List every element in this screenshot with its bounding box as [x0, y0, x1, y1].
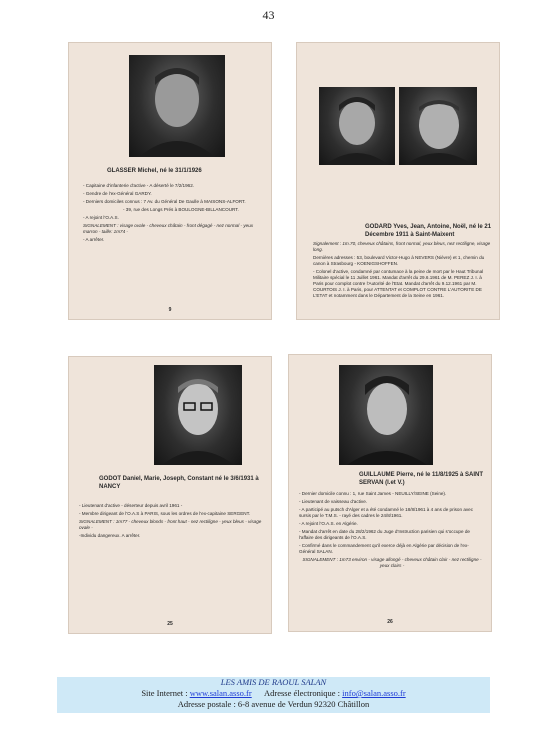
- portrait-photo-guillaume: [339, 365, 433, 465]
- person-name: GODARD Yves, Jean, Antoine, Noël, né le 21 Décembre 1911 à Saint-Maixent: [365, 224, 492, 238]
- instruction: -Individu dangereux. A arrêter.: [79, 533, 141, 538]
- detail-line: - 39, rue des Longs Prés à BOULOGNE-BILLANCOURT.: [123, 207, 239, 212]
- footer: [57, 677, 490, 713]
- card-godard: [296, 42, 500, 320]
- card-godot: [68, 356, 272, 634]
- organization-name: LES AMIS DE RAOUL SALAN: [220, 677, 327, 687]
- portrait-image: [399, 87, 477, 165]
- detail-line: - Membre dirigeant de l'O.A.S à PARIS, sous les ordres de l'ex-capitaine SERGENT.: [79, 511, 251, 516]
- detail-line: - Confirmé dans le commandement qu'il exerce déjà en Algérie par décision de l'ex-Général SALAN.: [299, 543, 469, 554]
- signalement: SIGNALEMENT : visage ovale - cheveux châtain - front dégagé - nez normal - yeux marron - taille: 1m74 -: [83, 223, 254, 234]
- signalement: Signalement : 1m.70, cheveux châtains, front normal, yeux bleus, nez rectiligne, visage long.: [313, 241, 491, 252]
- detail-line: - Dernier domicile connu : 1, rue Saint James - NEUILLY/SEINE (Seine).: [299, 491, 447, 496]
- email-label: Adresse électronique :: [264, 688, 343, 698]
- detail-line: - Capitaine d'infanterie d'active - A déserté le 7/2/1962.: [83, 183, 195, 188]
- detail-line: Dernières adresses : 53, boulevard Victor-Hugo à NEVERS (Nièvre) et 1, chemin du canon à Strasbourg - KOENIGSHOFFEN.: [313, 255, 485, 266]
- detail-line: - Lieutenant de vaisseau d'active.: [299, 499, 368, 504]
- person-name: GUILLAUME Pierre, né le 11/8/1925 à SAINT SERVAN (I.et V.): [359, 472, 484, 486]
- person-details: [79, 503, 265, 541]
- person-details: [83, 183, 263, 245]
- detail-line: - Mandat d'arrêt en date du 28/2/1962 du Juge d'Instruction parisien qui s'occupe de l'affaire des dirigeants de l'O.A.S.: [299, 529, 470, 540]
- detail-line: - Colonel d'active, condamné par contumace à la peine de mort par le Haut Tribunal Militaire spécial le 11 Juillet 1961. Mandat d'arrêt du 29.6.1961 de M. PEREZ J. I. à Paris pour complot contre l'Autorité de l'Etat. Mandat d'arrêt du 9.12.1961 par M. COURTOIS J. I. à Paris, pour ATTENTAT et COMPLOT CONTRE L'AUTORITE DE L'ETAT et notamment dans le Département de la Seine en 1961.: [313, 269, 484, 298]
- person-details: [313, 241, 491, 301]
- portrait-image: [129, 55, 225, 157]
- person-name: GLASSER Michel, né le 31/1/1926: [107, 168, 202, 174]
- portrait-photo-godard-left: [319, 87, 395, 165]
- card-guillaume: [288, 354, 492, 632]
- portrait-photo-glasser: [129, 55, 225, 157]
- email-link[interactable]: info@salan.asso.fr: [342, 688, 406, 698]
- portrait-image: [339, 365, 433, 465]
- detail-line: - A participé au putsch d'Alger et a été condamné le 18/8/1961 à 4 ans de prison avec sursis par le T.M.S. - rayé des cadres le 24/8/1961.: [299, 507, 474, 518]
- website-link[interactable]: www.salan.asso.fr: [189, 688, 252, 698]
- page-number: 43: [262, 8, 275, 22]
- detail-line: - A rejoint l'O.A.S. en Algérie.: [299, 521, 358, 526]
- detail-line: - Derniers domiciles connus : 7 Av. du Général De Gaulle à MAISONS-ALFORT.: [83, 199, 246, 204]
- portrait-photo-godard-right: [399, 87, 477, 165]
- card-glasser: [68, 42, 272, 320]
- detail-line: - Lieutenant d'active - déserteur depuis avril 1961 -: [79, 503, 183, 508]
- card-number: 9: [168, 307, 172, 313]
- signalement: SIGNALEMENT : 1m77 - cheveux blonds - front haut - nez rectiligne - yeux bleus - visage ovale -: [79, 519, 262, 530]
- site-label: Site Internet :: [141, 688, 190, 698]
- detail-line: - Gendre de l'ex-Général GARDY.: [83, 191, 152, 196]
- card-number: 26: [387, 619, 393, 625]
- portrait-image: [154, 365, 242, 465]
- portrait-photo-godot: [154, 365, 242, 465]
- contact-line: [57, 688, 490, 699]
- portrait-image: [319, 87, 395, 165]
- person-details: [299, 491, 485, 571]
- person-name: GODOT Daniel, Marie, Joseph, Constant né le 3/6/1931 à NANCY: [99, 476, 259, 490]
- instruction: - A arrêter.: [83, 237, 105, 242]
- postal-address: Adresse postale : 6-8 avenue de Verdun 92320 Châtillon: [177, 699, 370, 709]
- card-number: 25: [167, 621, 173, 627]
- signalement: SIGNALEMENT : 1m73 environ - visage allongé - cheveux châtain clair - nez rectiligne - yeux clairs -: [302, 557, 482, 568]
- detail-line: - A rejoint l'O.A.S.: [83, 215, 119, 220]
